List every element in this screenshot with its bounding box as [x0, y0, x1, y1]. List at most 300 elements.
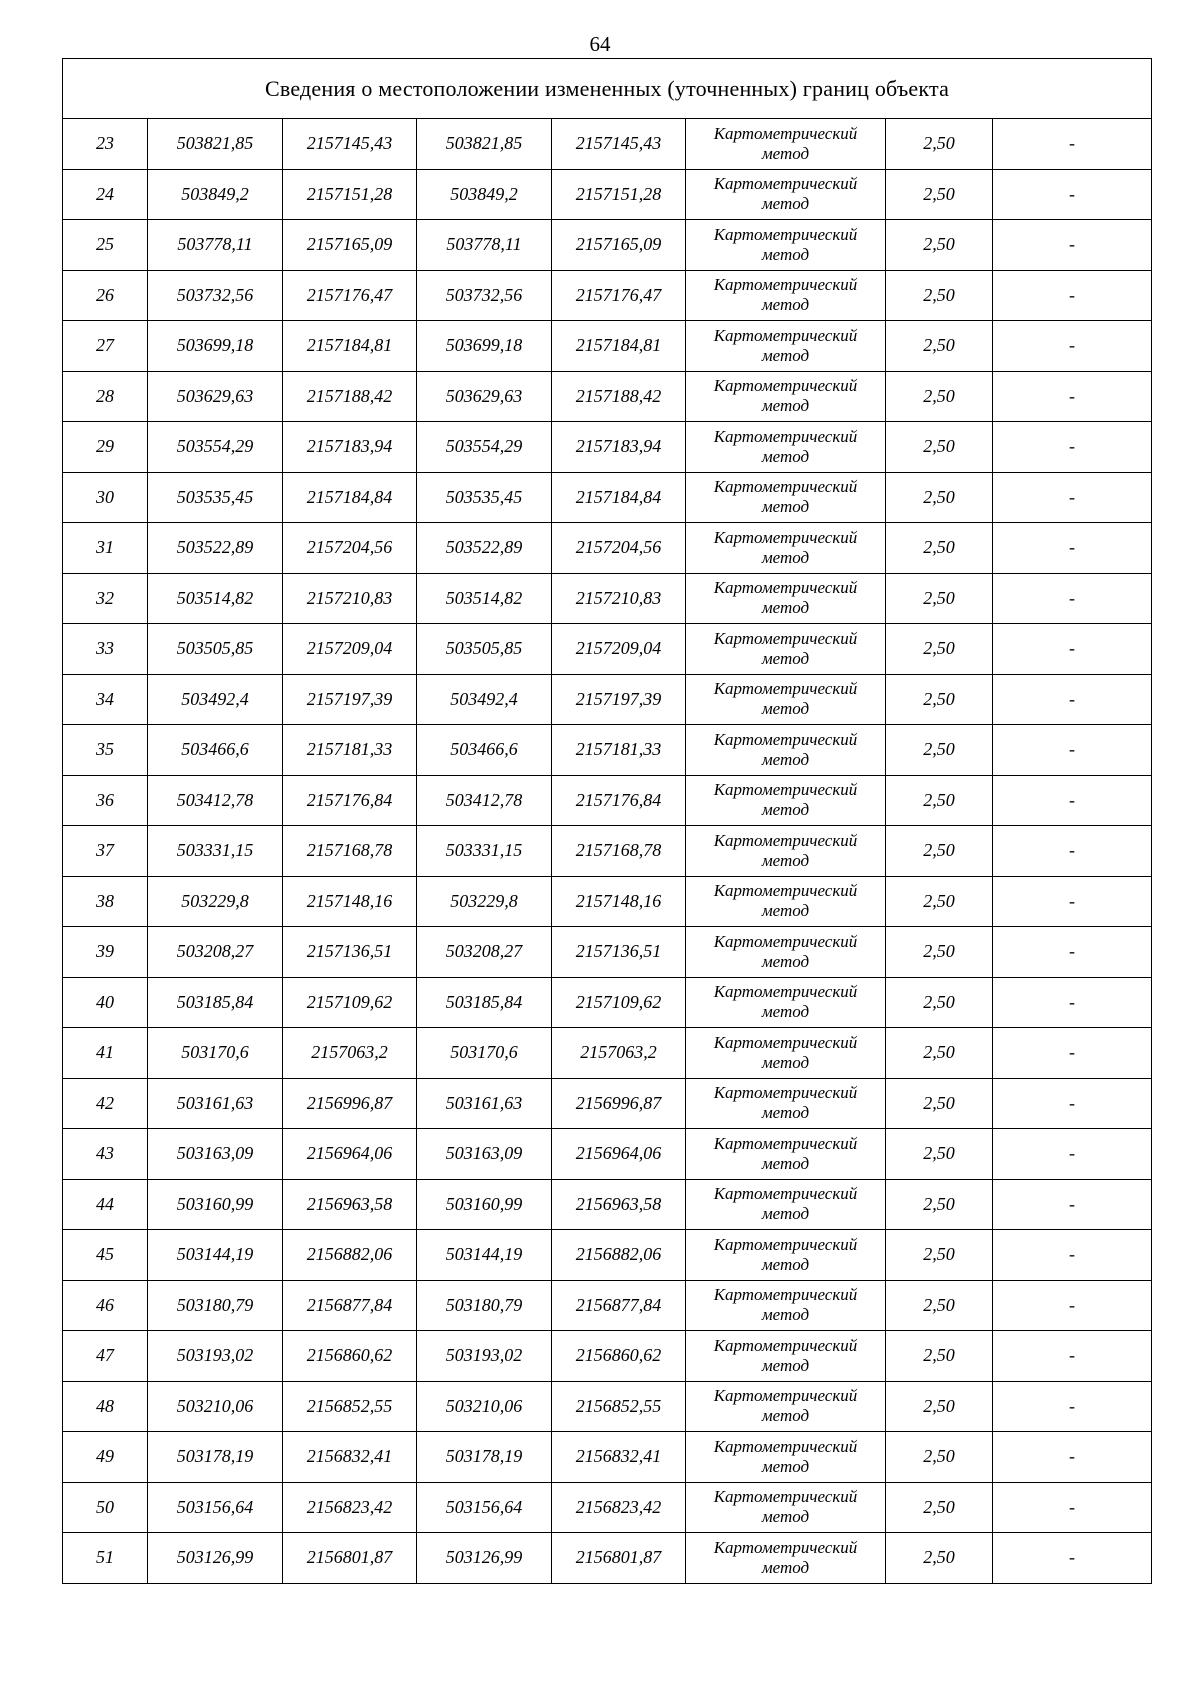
refined-y-cell: 2157210,83: [552, 573, 686, 624]
note-cell: -: [993, 1129, 1152, 1180]
note-cell: -: [993, 422, 1152, 473]
existing-y-cell: 2156877,84: [283, 1280, 417, 1331]
existing-x-cell: 503554,29: [148, 422, 283, 473]
table-row: [63, 422, 1152, 473]
existing-x-cell: 503535,45: [148, 472, 283, 523]
refined-x-cell: 503412,78: [417, 775, 552, 826]
table-row: [63, 826, 1152, 877]
method-cell: [686, 371, 886, 422]
existing-x-cell: 503699,18: [148, 321, 283, 372]
refined-y-cell: 2157183,94: [552, 422, 686, 473]
method-line-1: Картометрический: [713, 931, 858, 951]
method-cell: [686, 1331, 886, 1382]
method-line-2: метод: [761, 901, 810, 921]
method-line-2: метод: [761, 1002, 810, 1022]
existing-y-cell: 2157210,83: [283, 573, 417, 624]
method-cell: [686, 1432, 886, 1483]
table-row: [63, 472, 1152, 523]
note-cell: -: [993, 674, 1152, 725]
precision-cell: 2,50: [886, 119, 993, 170]
precision-cell: 2,50: [886, 1230, 993, 1281]
method-cell: [686, 826, 886, 877]
refined-y-cell: 2157184,81: [552, 321, 686, 372]
table-row: [63, 1028, 1152, 1079]
refined-y-cell: 2157176,84: [552, 775, 686, 826]
refined-x-cell: 503535,45: [417, 472, 552, 523]
refined-y-cell: 2156823,42: [552, 1482, 686, 1533]
note-cell: -: [993, 1028, 1152, 1079]
method-line-1: Картометрический: [713, 325, 858, 345]
method-line-1: Картометрический: [713, 123, 858, 143]
method-line-1: Картометрический: [713, 1335, 858, 1355]
point-number-cell: 38: [63, 876, 148, 927]
note-cell: -: [993, 1179, 1152, 1230]
method-line-1: Картометрический: [713, 1133, 858, 1153]
refined-y-cell: 2157188,42: [552, 371, 686, 422]
refined-x-cell: 503849,2: [417, 169, 552, 220]
refined-x-cell: 503505,85: [417, 624, 552, 675]
existing-y-cell: 2157209,04: [283, 624, 417, 675]
method-cell: [686, 725, 886, 776]
refined-y-cell: 2157184,84: [552, 472, 686, 523]
existing-x-cell: 503178,19: [148, 1432, 283, 1483]
existing-x-cell: 503144,19: [148, 1230, 283, 1281]
existing-y-cell: 2157168,78: [283, 826, 417, 877]
method-line-1: Картометрический: [713, 477, 858, 497]
existing-y-cell: 2157165,09: [283, 220, 417, 271]
existing-y-cell: 2157197,39: [283, 674, 417, 725]
precision-cell: 2,50: [886, 624, 993, 675]
refined-x-cell: 503732,56: [417, 270, 552, 321]
refined-x-cell: 503160,99: [417, 1179, 552, 1230]
note-cell: -: [993, 220, 1152, 271]
method-cell: [686, 1078, 886, 1129]
note-cell: -: [993, 826, 1152, 877]
refined-y-cell: 2156882,06: [552, 1230, 686, 1281]
refined-x-cell: 503156,64: [417, 1482, 552, 1533]
existing-y-cell: 2157109,62: [283, 977, 417, 1028]
boundary-table-container: [62, 58, 1151, 1584]
point-number-cell: 23: [63, 119, 148, 170]
table-row: [63, 169, 1152, 220]
point-number-cell: 35: [63, 725, 148, 776]
precision-cell: 2,50: [886, 1533, 993, 1584]
refined-x-cell: 503554,29: [417, 422, 552, 473]
method-cell: [686, 220, 886, 271]
method-cell: [686, 472, 886, 523]
note-cell: -: [993, 624, 1152, 675]
method-line-2: метод: [761, 1153, 810, 1173]
point-number-cell: 50: [63, 1482, 148, 1533]
precision-cell: 2,50: [886, 220, 993, 271]
existing-x-cell: 503180,79: [148, 1280, 283, 1331]
precision-cell: 2,50: [886, 1078, 993, 1129]
point-number-cell: 47: [63, 1331, 148, 1382]
point-number-cell: 46: [63, 1280, 148, 1331]
table-row: [63, 1179, 1152, 1230]
method-cell: [686, 1482, 886, 1533]
table-row: [63, 1230, 1152, 1281]
table-row: [63, 1331, 1152, 1382]
existing-y-cell: 2156852,55: [283, 1381, 417, 1432]
note-cell: -: [993, 1533, 1152, 1584]
precision-cell: 2,50: [886, 826, 993, 877]
method-line-2: метод: [761, 1254, 810, 1274]
method-line-1: Картометрический: [713, 578, 858, 598]
table-row: [63, 977, 1152, 1028]
method-cell: [686, 1381, 886, 1432]
method-cell: [686, 422, 886, 473]
existing-x-cell: 503161,63: [148, 1078, 283, 1129]
method-line-1: Картометрический: [713, 830, 858, 850]
existing-y-cell: 2156801,87: [283, 1533, 417, 1584]
existing-y-cell: 2157184,81: [283, 321, 417, 372]
point-number-cell: 51: [63, 1533, 148, 1584]
existing-y-cell: 2157188,42: [283, 371, 417, 422]
refined-x-cell: 503180,79: [417, 1280, 552, 1331]
method-line-1: Картометрический: [713, 1234, 858, 1254]
existing-x-cell: 503629,63: [148, 371, 283, 422]
existing-y-cell: 2156823,42: [283, 1482, 417, 1533]
method-line-2: метод: [761, 850, 810, 870]
existing-x-cell: 503210,06: [148, 1381, 283, 1432]
existing-y-cell: 2157204,56: [283, 523, 417, 574]
point-number-cell: 36: [63, 775, 148, 826]
precision-cell: 2,50: [886, 1482, 993, 1533]
note-cell: -: [993, 1381, 1152, 1432]
refined-y-cell: 2157165,09: [552, 220, 686, 271]
existing-y-cell: 2156963,58: [283, 1179, 417, 1230]
refined-x-cell: 503229,8: [417, 876, 552, 927]
precision-cell: 2,50: [886, 371, 993, 422]
note-cell: -: [993, 1432, 1152, 1483]
refined-x-cell: 503144,19: [417, 1230, 552, 1281]
existing-x-cell: 503514,82: [148, 573, 283, 624]
note-cell: -: [993, 472, 1152, 523]
note-cell: -: [993, 775, 1152, 826]
method-cell: [686, 674, 886, 725]
existing-y-cell: 2156964,06: [283, 1129, 417, 1180]
precision-cell: 2,50: [886, 876, 993, 927]
existing-x-cell: 503185,84: [148, 977, 283, 1028]
method-cell: [686, 321, 886, 372]
note-cell: -: [993, 270, 1152, 321]
refined-y-cell: 2157168,78: [552, 826, 686, 877]
method-cell: [686, 624, 886, 675]
point-number-cell: 49: [63, 1432, 148, 1483]
method-cell: [686, 775, 886, 826]
existing-x-cell: 503849,2: [148, 169, 283, 220]
refined-y-cell: 2156877,84: [552, 1280, 686, 1331]
existing-y-cell: 2156832,41: [283, 1432, 417, 1483]
refined-y-cell: 2157063,2: [552, 1028, 686, 1079]
precision-cell: 2,50: [886, 1280, 993, 1331]
method-cell: [686, 119, 886, 170]
precision-cell: 2,50: [886, 927, 993, 978]
table-title: Сведения о местоположении измененных (уточненных) границ объекта: [63, 59, 1152, 119]
precision-cell: 2,50: [886, 321, 993, 372]
method-line-2: метод: [761, 1305, 810, 1325]
method-line-1: Картометрический: [713, 881, 858, 901]
precision-cell: 2,50: [886, 1381, 993, 1432]
existing-x-cell: 503732,56: [148, 270, 283, 321]
method-line-2: метод: [761, 1507, 810, 1527]
note-cell: -: [993, 927, 1152, 978]
existing-x-cell: 503505,85: [148, 624, 283, 675]
note-cell: -: [993, 523, 1152, 574]
table-row: [63, 674, 1152, 725]
method-line-1: Картометрический: [713, 1032, 858, 1052]
method-line-1: Картометрический: [713, 275, 858, 295]
method-line-2: метод: [761, 547, 810, 567]
point-number-cell: 34: [63, 674, 148, 725]
point-number-cell: 24: [63, 169, 148, 220]
existing-x-cell: 503156,64: [148, 1482, 283, 1533]
existing-y-cell: 2156996,87: [283, 1078, 417, 1129]
table-row: [63, 1129, 1152, 1180]
refined-y-cell: 2156963,58: [552, 1179, 686, 1230]
refined-x-cell: 503629,63: [417, 371, 552, 422]
method-cell: [686, 1280, 886, 1331]
method-line-2: метод: [761, 951, 810, 971]
refined-x-cell: 503778,11: [417, 220, 552, 271]
method-cell: [686, 270, 886, 321]
refined-x-cell: 503208,27: [417, 927, 552, 978]
method-cell: [686, 927, 886, 978]
point-number-cell: 29: [63, 422, 148, 473]
existing-x-cell: 503163,09: [148, 1129, 283, 1180]
existing-x-cell: 503466,6: [148, 725, 283, 776]
precision-cell: 2,50: [886, 1432, 993, 1483]
table-row: [63, 371, 1152, 422]
point-number-cell: 40: [63, 977, 148, 1028]
note-cell: -: [993, 725, 1152, 776]
method-cell: [686, 1533, 886, 1584]
refined-x-cell: 503514,82: [417, 573, 552, 624]
method-line-1: Картометрический: [713, 1083, 858, 1103]
note-cell: -: [993, 876, 1152, 927]
table-row: [63, 927, 1152, 978]
precision-cell: 2,50: [886, 977, 993, 1028]
refined-x-cell: 503193,02: [417, 1331, 552, 1382]
refined-y-cell: 2156852,55: [552, 1381, 686, 1432]
refined-y-cell: 2157176,47: [552, 270, 686, 321]
point-number-cell: 45: [63, 1230, 148, 1281]
method-cell: [686, 1129, 886, 1180]
note-cell: -: [993, 1482, 1152, 1533]
method-line-1: Картометрический: [713, 780, 858, 800]
method-line-2: метод: [761, 1406, 810, 1426]
method-line-2: метод: [761, 749, 810, 769]
refined-x-cell: 503185,84: [417, 977, 552, 1028]
table-row: [63, 1280, 1152, 1331]
point-number-cell: 27: [63, 321, 148, 372]
refined-x-cell: 503210,06: [417, 1381, 552, 1432]
point-number-cell: 30: [63, 472, 148, 523]
method-line-2: метод: [761, 194, 810, 214]
refined-x-cell: 503821,85: [417, 119, 552, 170]
method-cell: [686, 876, 886, 927]
refined-x-cell: 503522,89: [417, 523, 552, 574]
refined-x-cell: 503161,63: [417, 1078, 552, 1129]
method-line-2: метод: [761, 497, 810, 517]
point-number-cell: 31: [63, 523, 148, 574]
refined-y-cell: 2157204,56: [552, 523, 686, 574]
table-row: [63, 775, 1152, 826]
note-cell: -: [993, 1280, 1152, 1331]
existing-y-cell: 2157145,43: [283, 119, 417, 170]
method-cell: [686, 169, 886, 220]
refined-y-cell: 2156832,41: [552, 1432, 686, 1483]
method-cell: [686, 1028, 886, 1079]
existing-y-cell: 2157176,47: [283, 270, 417, 321]
method-line-2: метод: [761, 1355, 810, 1375]
method-line-2: метод: [761, 648, 810, 668]
existing-y-cell: 2157183,94: [283, 422, 417, 473]
precision-cell: 2,50: [886, 1129, 993, 1180]
precision-cell: 2,50: [886, 674, 993, 725]
refined-x-cell: 503492,4: [417, 674, 552, 725]
point-number-cell: 44: [63, 1179, 148, 1230]
precision-cell: 2,50: [886, 422, 993, 473]
existing-x-cell: 503193,02: [148, 1331, 283, 1382]
table-row: [63, 119, 1152, 170]
note-cell: -: [993, 169, 1152, 220]
method-line-2: метод: [761, 598, 810, 618]
method-line-2: метод: [761, 143, 810, 163]
existing-y-cell: 2157184,84: [283, 472, 417, 523]
table-row: [63, 876, 1152, 927]
method-line-2: метод: [761, 446, 810, 466]
point-number-cell: 26: [63, 270, 148, 321]
table-row: [63, 1432, 1152, 1483]
point-number-cell: 48: [63, 1381, 148, 1432]
precision-cell: 2,50: [886, 1331, 993, 1382]
refined-y-cell: 2156860,62: [552, 1331, 686, 1382]
refined-x-cell: 503126,99: [417, 1533, 552, 1584]
existing-y-cell: 2156882,06: [283, 1230, 417, 1281]
table-row: [63, 1381, 1152, 1432]
method-line-1: Картометрический: [713, 1537, 858, 1557]
table-row: [63, 321, 1152, 372]
note-cell: -: [993, 573, 1152, 624]
point-number-cell: 32: [63, 573, 148, 624]
method-line-1: Картометрический: [713, 982, 858, 1002]
table-row: [63, 573, 1152, 624]
method-line-2: метод: [761, 1052, 810, 1072]
note-cell: -: [993, 1230, 1152, 1281]
existing-x-cell: 503126,99: [148, 1533, 283, 1584]
refined-y-cell: 2157151,28: [552, 169, 686, 220]
method-line-2: метод: [761, 1103, 810, 1123]
method-line-1: Картометрический: [713, 224, 858, 244]
method-line-1: Картометрический: [713, 729, 858, 749]
refined-y-cell: 2156996,87: [552, 1078, 686, 1129]
point-number-cell: 25: [63, 220, 148, 271]
table-row: [63, 220, 1152, 271]
method-cell: [686, 977, 886, 1028]
point-number-cell: 41: [63, 1028, 148, 1079]
precision-cell: 2,50: [886, 523, 993, 574]
method-line-1: Картометрический: [713, 376, 858, 396]
table-row: [63, 1533, 1152, 1584]
existing-y-cell: 2157063,2: [283, 1028, 417, 1079]
precision-cell: 2,50: [886, 1028, 993, 1079]
precision-cell: 2,50: [886, 775, 993, 826]
precision-cell: 2,50: [886, 472, 993, 523]
existing-x-cell: 503412,78: [148, 775, 283, 826]
note-cell: -: [993, 119, 1152, 170]
point-number-cell: 43: [63, 1129, 148, 1180]
refined-x-cell: 503163,09: [417, 1129, 552, 1180]
method-cell: [686, 523, 886, 574]
method-line-2: метод: [761, 1204, 810, 1224]
precision-cell: 2,50: [886, 725, 993, 776]
method-line-1: Картометрический: [713, 174, 858, 194]
existing-y-cell: 2157148,16: [283, 876, 417, 927]
method-line-1: Картометрический: [713, 1285, 858, 1305]
method-line-1: Картометрический: [713, 1487, 858, 1507]
refined-x-cell: 503466,6: [417, 725, 552, 776]
note-cell: -: [993, 1331, 1152, 1382]
method-line-2: метод: [761, 244, 810, 264]
refined-y-cell: 2157109,62: [552, 977, 686, 1028]
note-cell: -: [993, 977, 1152, 1028]
precision-cell: 2,50: [886, 573, 993, 624]
table-row: [63, 270, 1152, 321]
existing-y-cell: 2157176,84: [283, 775, 417, 826]
existing-y-cell: 2157151,28: [283, 169, 417, 220]
refined-y-cell: 2157209,04: [552, 624, 686, 675]
existing-x-cell: 503170,6: [148, 1028, 283, 1079]
method-line-2: метод: [761, 1557, 810, 1577]
method-line-2: метод: [761, 295, 810, 315]
method-line-1: Картометрический: [713, 628, 858, 648]
method-line-1: Картометрический: [713, 426, 858, 446]
point-number-cell: 37: [63, 826, 148, 877]
boundary-coordinates-table: [62, 58, 1152, 1584]
method-cell: [686, 1179, 886, 1230]
note-cell: -: [993, 321, 1152, 372]
precision-cell: 2,50: [886, 1179, 993, 1230]
refined-y-cell: 2157181,33: [552, 725, 686, 776]
note-cell: -: [993, 371, 1152, 422]
page-number: 64: [589, 32, 611, 56]
point-number-cell: 42: [63, 1078, 148, 1129]
method-line-2: метод: [761, 1456, 810, 1476]
precision-cell: 2,50: [886, 270, 993, 321]
method-cell: [686, 1230, 886, 1281]
existing-y-cell: 2156860,62: [283, 1331, 417, 1382]
point-number-cell: 28: [63, 371, 148, 422]
refined-y-cell: 2156964,06: [552, 1129, 686, 1180]
refined-x-cell: 503178,19: [417, 1432, 552, 1483]
existing-x-cell: 503229,8: [148, 876, 283, 927]
table-row: [63, 725, 1152, 776]
method-line-1: Картометрический: [713, 1184, 858, 1204]
method-line-1: Картометрический: [713, 1436, 858, 1456]
refined-y-cell: 2157148,16: [552, 876, 686, 927]
method-cell: [686, 573, 886, 624]
existing-x-cell: 503522,89: [148, 523, 283, 574]
point-number-cell: 39: [63, 927, 148, 978]
table-row: [63, 523, 1152, 574]
table-row: [63, 1078, 1152, 1129]
refined-x-cell: 503170,6: [417, 1028, 552, 1079]
existing-x-cell: 503331,15: [148, 826, 283, 877]
refined-y-cell: 2157136,51: [552, 927, 686, 978]
method-line-2: метод: [761, 699, 810, 719]
